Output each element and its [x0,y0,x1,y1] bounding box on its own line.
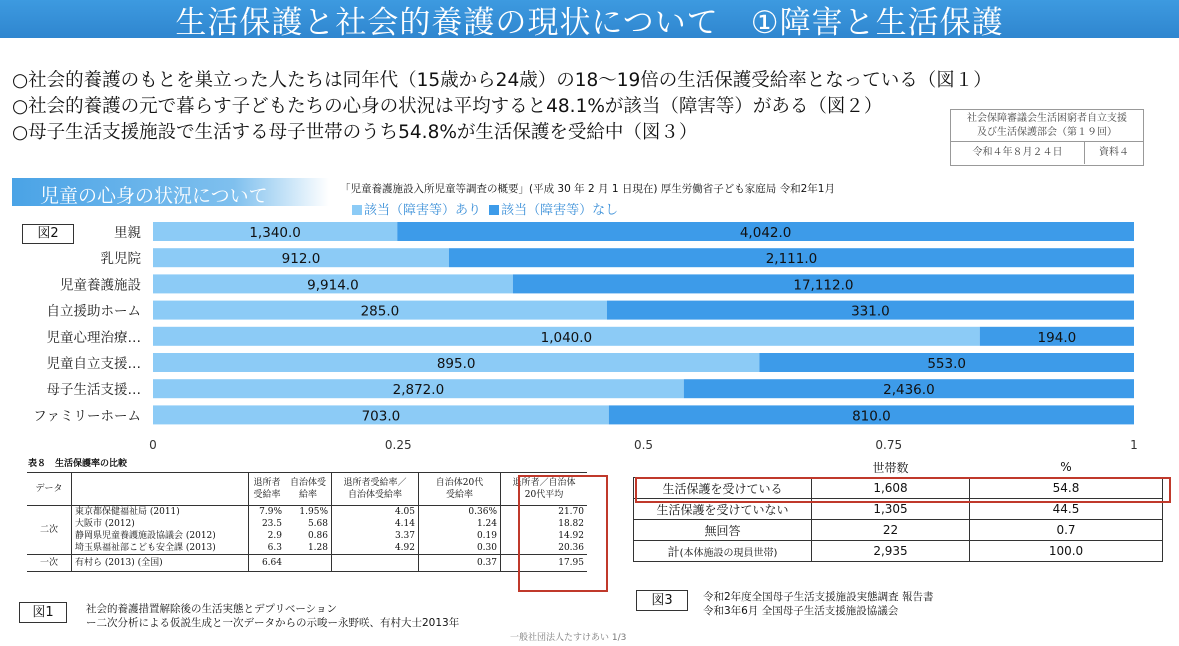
table-row: 埼玉県福祉部こども安全課 (2013) 6.3 1.28 4.92 0.30 20.36 [27,542,587,555]
fig2-label: 図2 [22,224,74,244]
table8-welfare-rate-comparison [27,472,587,572]
t3-total-label: 計 [667,544,680,559]
fig1-label: 図1 [19,602,67,623]
data-label: 553.0 [927,356,967,372]
table-row: 無回答 22 0.7 [634,520,1163,541]
data-label: 1,040.0 [540,329,593,346]
data-label: 2,872.0 [392,382,445,399]
data-label: 194.0 [1037,329,1077,346]
bullet-item: ○社会的養護のもとを巣立った人たちは同年代（15歳から24歳）の18〜19倍の生活保護受給率となっている（図１） [12,70,992,91]
chart-source: 「児童養護施設入所児童等調査の概要」(平成 30 年 2 月 1 日現在) 厚生労働省子ども家庭局 令和2年1月 [340,183,835,195]
table-row: 二次 東京都保健福祉局 (2011) 7.9% 1.95% 4.05 0.36% 21.70 [27,506,587,519]
t3-total-note: (本体施設の現員世帯) [679,547,778,559]
title-bar [0,0,1179,41]
category-label: 児童自立支援… [46,356,141,372]
table8-title: 表８ 生活保護率の比較 [28,459,128,469]
table-row: 生活保護を受けていない 1,305 44.5 [634,499,1163,520]
t8-header: 自治体受 給率 [285,473,332,506]
table-row: 生活保護を受けている 1,608 54.8 [634,478,1163,499]
data-label: 810.0 [852,408,891,425]
bullet-item: ○母子生活支援施設で生活する母子世帯のうち54.8%が生活保護を受給中（図３） [12,122,698,143]
t8-header: 退所者／自治体 20代平均 [501,473,588,506]
t8-group-label: 一次 [27,555,72,572]
table-row: 一次 有村ら (2013) (全国) 6.64 0.37 17.95 [27,555,587,572]
fig2-stacked-bar-chart [0,212,1179,457]
section-header-text: 児童の心身の状況について [40,185,268,207]
data-label: 895.0 [436,356,476,372]
footer-text: 一般社団法人たすけあい 1/3 [510,633,627,643]
data-label: 2,436.0 [883,382,935,399]
meeting-note-box [950,109,1144,166]
data-label: 1,340.0 [249,225,301,241]
table-row: 大阪市 (2012) 23.5 5.68 4.14 1.24 18.82 [27,518,587,530]
category-label: 乳児院 [100,251,141,268]
data-label: 2,111.0 [765,251,818,268]
highlight-box-t8 [518,475,608,592]
meeting-note-line1: 社会保障審議会生活困窮者自立支援 [967,113,1127,124]
data-label: 703.0 [361,408,401,425]
data-label: 285.0 [360,303,400,320]
x-tick-label: 0.5 [633,438,654,452]
t8-group-label: 二次 [39,525,58,535]
fig3-caption2: 令和3年6月 全国母子生活支援施設協議会 [703,605,899,617]
category-label: 里親 [114,225,141,241]
table-row: 計(本体施設の現員世帯) 2,935 100.0 [634,541,1163,562]
meeting-date: 令和４年８月２４日 [951,142,1085,164]
fig3-caption1: 令和2年度全国母子生活支援施設実態調査 報告書 [703,591,934,603]
legend-label-yes: 該当（障害等）あり [364,203,482,218]
highlight-box-t3 [635,477,1171,503]
category-label: 児童心理治療… [46,329,141,346]
fig1-caption2: ー二次分析による仮説生成と一次データからの示唆ー永野咲、有村大士2013年 [86,617,460,629]
page-title: 生活保護と社会的養護の現状について ①障害と生活保護 [175,4,1004,41]
t8-header [72,473,249,506]
t8-header: 自治体20代 受給率 [419,473,501,506]
category-label: 母子生活支援… [46,382,141,399]
data-label: 17,112.0 [793,277,854,294]
fig1-caption1: 社会的養護措置解除後の生活実態とデプリベーション [86,603,337,615]
data-label: 331.0 [851,303,890,320]
bullet-item: ○社会的養護の元で暮らす子どもたちの心身の状況は平均すると48.1%が該当（障害等）がある（図２） [12,96,883,117]
legend-label-no: 該当（障害等）なし [501,203,619,218]
category-label: ファミリーホーム [33,408,141,425]
summary-bullets [12,68,992,146]
material-number: 資料４ [1099,147,1129,158]
x-tick-label: 0.25 [384,438,412,452]
data-label: 9,914.0 [307,277,359,294]
category-label: 児童養護施設 [60,277,141,294]
meeting-note-line2: 及び生活保護部会（第１９回） [977,127,1117,138]
section-header [12,178,329,206]
t8-header: データ [27,473,72,506]
t8-header: 退所者 受給率 [249,473,286,506]
table-row: 静岡県児童養護施設協議会 (2012) 2.9 0.86 3.37 0.19 14.92 [27,530,587,542]
t3-header: 世帯数 [812,457,970,478]
category-label: 自立援助ホーム [46,303,141,320]
t3-header [634,457,812,478]
x-tick-label: 0.75 [875,438,903,452]
t3-header: % [970,457,1163,478]
t8-header: 退所者受給率／ 自治体受給率 [332,473,419,506]
x-tick-label: 1 [1130,438,1138,452]
data-label: 4,042.0 [739,225,792,241]
table3-welfare-status [633,457,1163,562]
fig3-label: 図3 [636,590,688,611]
data-label: 912.0 [281,251,321,268]
x-tick-label: 0 [149,438,157,452]
